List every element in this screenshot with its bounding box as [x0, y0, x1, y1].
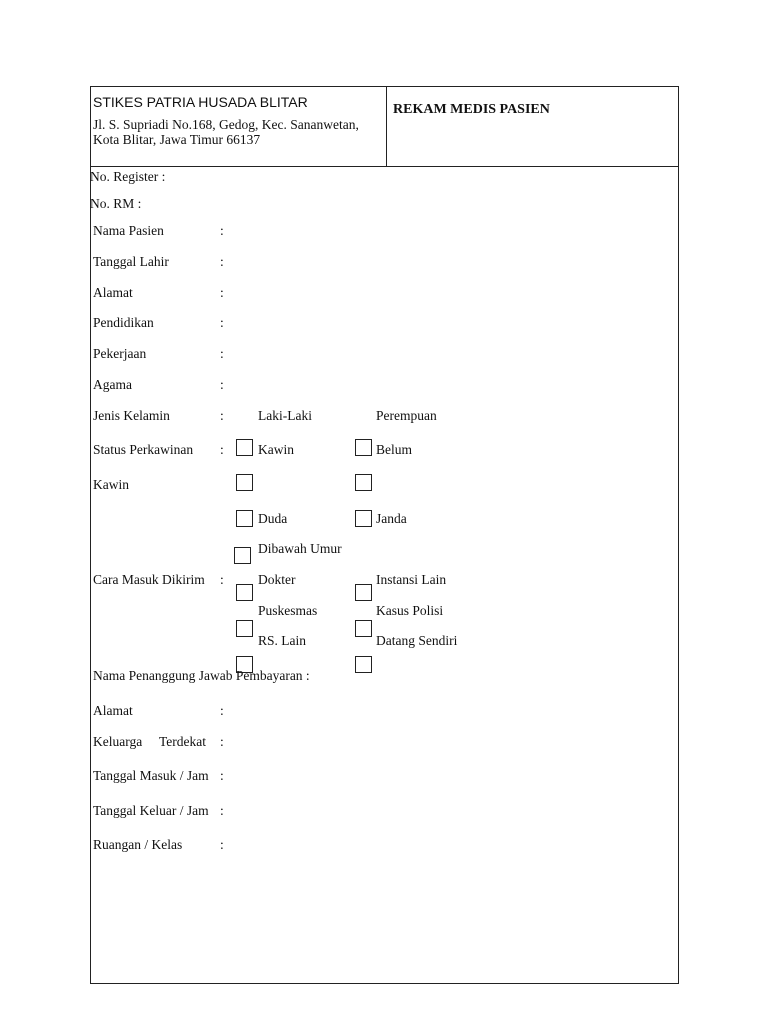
checkbox-belum-kawin[interactable] — [236, 474, 253, 491]
nama-penanggung-label: Nama Penanggung Jawab Pembayaran : — [93, 668, 310, 683]
option-janda: Janda — [376, 511, 407, 526]
option-dibawah-umur: Dibawah Umur — [258, 541, 342, 556]
nama-pasien-label: Nama Pasien — [93, 223, 164, 238]
checkbox-dokter[interactable] — [236, 584, 253, 601]
colon: : — [220, 572, 224, 587]
tanggal-masuk-label: Tanggal Masuk / Jam — [93, 768, 209, 783]
checkbox-kawin[interactable] — [236, 439, 253, 456]
cara-masuk-label: Cara Masuk Dikirim — [93, 572, 205, 587]
status-perkawinan-label: Status Perkawinan — [93, 442, 194, 457]
institution-address-line2: Kota Blitar, Jawa Timur 66137 — [93, 132, 261, 147]
institution-name: STIKES PATRIA HUSADA BLITAR — [93, 94, 308, 110]
option-instansi-lain: Instansi Lain — [376, 572, 447, 587]
checkbox-puskesmas[interactable] — [236, 620, 253, 637]
no-rm-label: No. RM : — [90, 196, 142, 211]
colon: : — [220, 315, 224, 330]
tanggal-keluar-label: Tanggal Keluar / Jam — [93, 803, 209, 818]
colon: : — [220, 703, 224, 718]
checkbox-dibawah-umur[interactable] — [234, 547, 251, 564]
checkbox-kawin-extra[interactable] — [355, 474, 372, 491]
checkbox-kasus-polisi[interactable] — [355, 620, 372, 637]
option-laki-laki: Laki-Laki — [258, 408, 312, 423]
terdekat-label: Terdekat — [159, 734, 207, 749]
alamat-label: Alamat — [93, 285, 133, 300]
colon: : — [220, 408, 224, 423]
checkbox-duda[interactable] — [236, 510, 253, 527]
kawin-label: Kawin — [93, 477, 129, 492]
pekerjaan-label: Pekerjaan — [93, 346, 147, 361]
colon: : — [220, 285, 224, 300]
colon: : — [220, 768, 224, 783]
checkbox-instansi-lain[interactable] — [355, 584, 372, 601]
agama-label: Agama — [93, 377, 132, 392]
keluarga-label: Keluarga — [93, 734, 143, 749]
option-puskesmas: Puskesmas — [258, 603, 318, 618]
colon: : — [220, 223, 224, 238]
header-divider — [90, 166, 679, 167]
option-datang-sendiri: Datang Sendiri — [376, 633, 458, 648]
institution-address-line1: Jl. S. Supriadi No.168, Gedog, Kec. Sananwetan, — [93, 117, 359, 132]
ruangan-label: Ruangan / Kelas — [93, 837, 183, 852]
checkbox-janda[interactable] — [355, 510, 372, 527]
tanggal-lahir-label: Tanggal Lahir — [93, 254, 169, 269]
document-title: REKAM MEDIS PASIEN — [393, 102, 550, 117]
option-duda: Duda — [258, 511, 288, 526]
checkbox-datang-sendiri[interactable] — [355, 656, 372, 673]
alamat-penanggung-label: Alamat — [93, 703, 133, 718]
pendidikan-label: Pendidikan — [93, 315, 154, 330]
checkbox-belum[interactable] — [355, 439, 372, 456]
option-perempuan: Perempuan — [376, 408, 437, 423]
colon: : — [220, 377, 224, 392]
option-kasus-polisi: Kasus Polisi — [376, 603, 444, 618]
no-register-label: No. Register : — [90, 169, 166, 184]
option-belum: Belum — [376, 442, 412, 457]
header-column-divider — [386, 86, 387, 167]
colon: : — [220, 442, 224, 457]
colon: : — [220, 346, 224, 361]
jenis-kelamin-label: Jenis Kelamin — [93, 408, 170, 423]
option-rs-lain: RS. Lain — [258, 633, 307, 648]
colon: : — [220, 254, 224, 269]
colon: : — [220, 837, 224, 852]
colon: : — [220, 734, 224, 749]
option-dokter: Dokter — [258, 572, 296, 587]
option-kawin: Kawin — [258, 442, 294, 457]
colon: : — [220, 803, 224, 818]
